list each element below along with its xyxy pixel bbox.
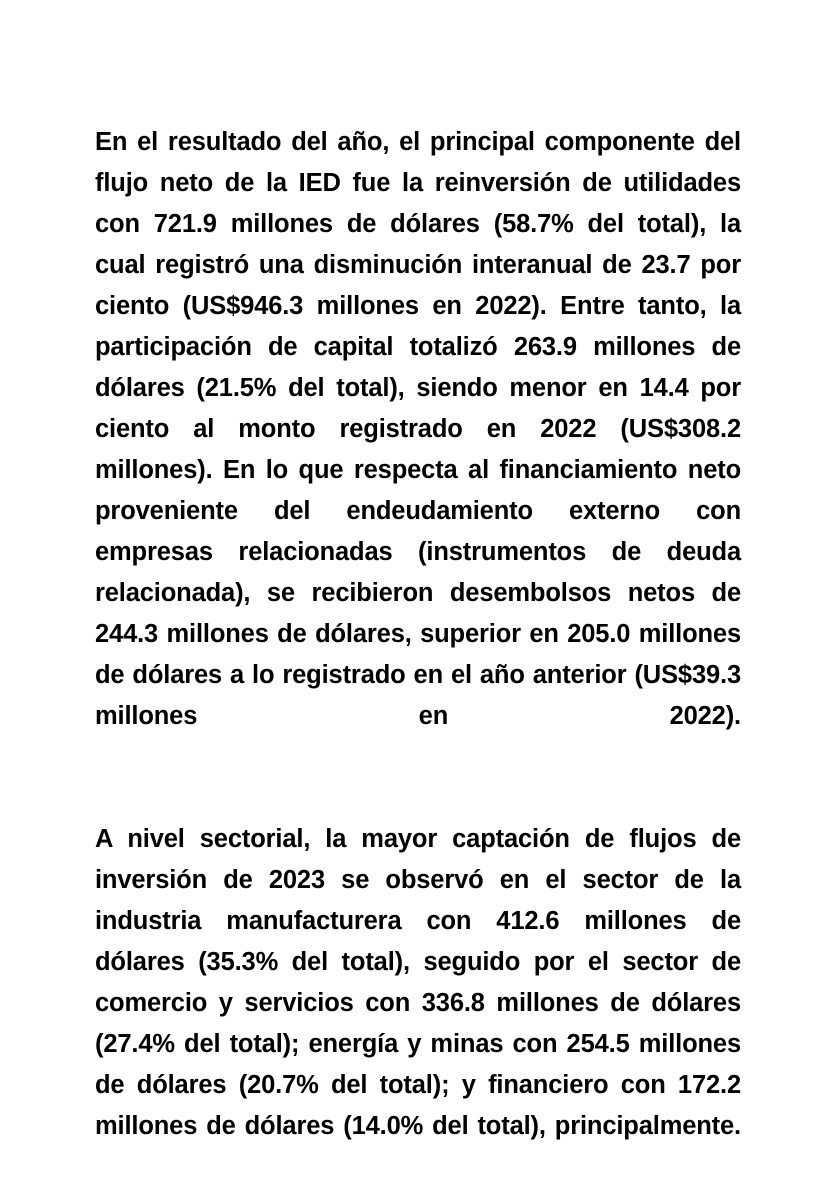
document-body — [95, 122, 741, 1188]
paragraph-ied-components: En el resultado del año, el principal componente del flujo neto de la IED fue la reinversión de utilidades con 721.9 millones de dólares (58.7% del total), la cual registró una disminución interanual de 23.7 por ciento (US$946.3 millones en 2022). Entre tanto, la participación de capital totalizó 263.9 millones de dólares (21.5% del total), siendo menor en 14.4 por ciento al monto registrado en 2022 (US$308.2 millones). En lo que respecta al financiamiento neto proveniente del endeudamiento externo con empresas relacionadas (instrumentos de deuda relacionada), se recibieron desembolsos netos de 244.3 millones de dólares, superior en 205.0 millones de dólares a lo registrado en el año anterior (US$39.3 millones en 2022). — [95, 128, 741, 730]
paragraph-sector-breakdown: A nivel sectorial, la mayor captación de flujos de inversión de 2023 se observó en el sector de la industria manufacturera con 412.6 millones de dólares (35.3% del total), seguido por el sector de comercio y servicios con 336.8 millones de dólares (27.4% del total); energía y minas con 254.5 millones de dólares (20.7% del total); y financiero con 172.2 millones de dólares (14.0% del total), principalmente. — [95, 825, 741, 1140]
